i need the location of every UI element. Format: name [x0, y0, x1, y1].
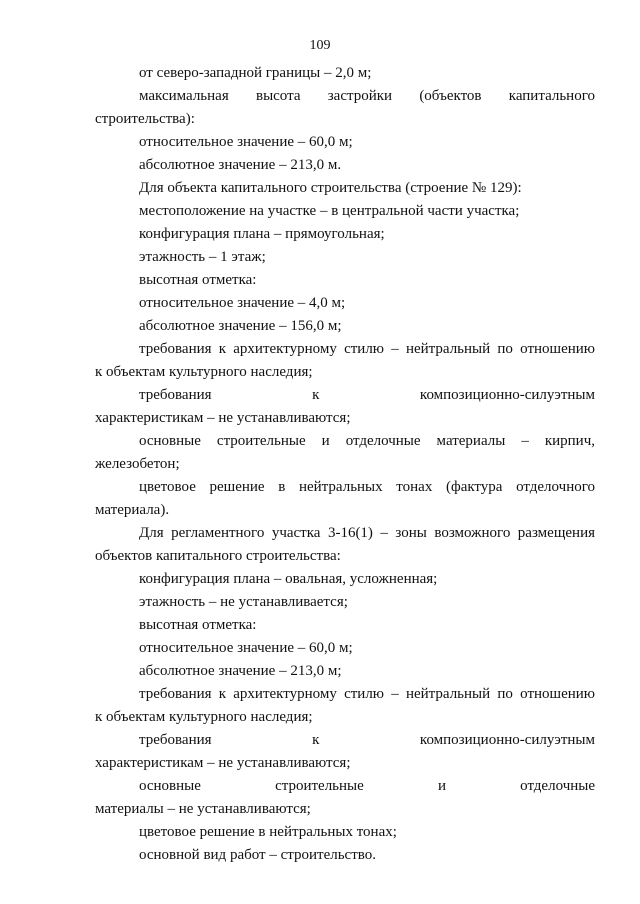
text-line: конфигурация плана – овальная, усложненная;: [139, 571, 438, 587]
text-line: объектов капитального строительства:: [95, 548, 341, 564]
text-line: к объектам культурного наследия;: [95, 364, 313, 380]
text-line: основные строительные и отделочные материалы – кирпич,: [139, 433, 595, 449]
text-line: этажность – не устанавливается;: [139, 594, 348, 610]
text-line: высотная отметка:: [139, 272, 257, 288]
text-line: Для объекта капитального строительства (строение № 129):: [139, 180, 522, 196]
text-line: относительное значение – 60,0 м;: [139, 640, 353, 656]
text-line: от северо-западной границы – 2,0 м;: [139, 65, 372, 81]
text-line: требования к композиционно-силуэтным: [139, 387, 595, 403]
text-line: этажность – 1 этаж;: [139, 249, 266, 265]
text-line: требования к архитектурному стилю – нейтральный по отношению: [139, 341, 595, 357]
text-line: абсолютное значение – 156,0 м;: [139, 318, 342, 334]
text-line: строительства):: [95, 111, 195, 127]
text-line: требования к композиционно-силуэтным: [139, 732, 595, 748]
text-line: характеристикам – не устанавливаются;: [95, 755, 351, 771]
text-line: материалы – не устанавливаются;: [95, 801, 311, 817]
text-line: Для регламентного участка 3-16(1) – зоны возможного размещения: [139, 525, 595, 541]
text-line: цветовое решение в нейтральных тонах (фактура отделочного: [139, 479, 595, 495]
text-line: конфигурация плана – прямоугольная;: [139, 226, 385, 242]
text-line: материала).: [95, 502, 170, 518]
text-line: основной вид работ – строительство.: [139, 847, 376, 863]
document-body: [95, 62, 595, 867]
text-line: к объектам культурного наследия;: [95, 709, 313, 725]
text-line: требования к архитектурному стилю – нейтральный по отношению: [139, 686, 595, 702]
text-line: высотная отметка:: [139, 617, 257, 633]
text-line: относительное значение – 60,0 м;: [139, 134, 353, 150]
text-line: местоположение на участке – в центральной части участка;: [139, 203, 520, 219]
text-line: абсолютное значение – 213,0 м.: [139, 157, 342, 173]
page-number: 109: [309, 38, 331, 53]
text-line: характеристикам – не устанавливаются;: [95, 410, 351, 426]
text-line: основные строительные и отделочные: [139, 778, 595, 794]
text-line: максимальная высота застройки (объектов капитального: [139, 88, 595, 104]
text-line: цветовое решение в нейтральных тонах;: [139, 824, 397, 840]
text-line: абсолютное значение – 213,0 м;: [139, 663, 342, 679]
text-line: относительное значение – 4,0 м;: [139, 295, 346, 311]
text-line: железобетон;: [95, 456, 180, 472]
